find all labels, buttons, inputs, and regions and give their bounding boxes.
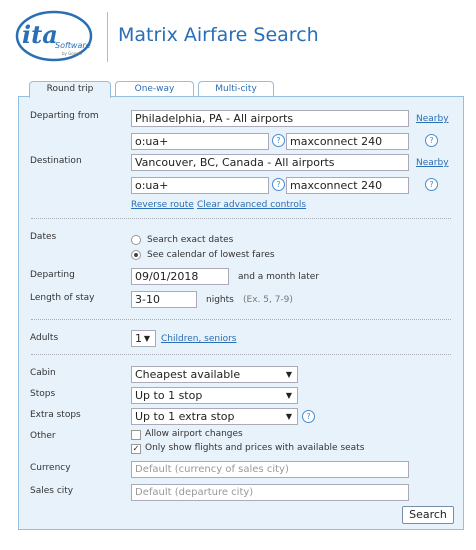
extra-stops-label: Extra stops (30, 410, 81, 420)
extra-stops-select[interactable] (131, 408, 298, 425)
origin-input[interactable]: Philadelphia, PA - All airports (131, 110, 409, 127)
cabin-label: Cabin (30, 368, 56, 378)
other-label: Other (30, 431, 56, 441)
cabin-value: Cheapest available (135, 368, 241, 381)
departing-from-label: Departing from (30, 111, 99, 121)
header-divider (107, 12, 108, 62)
logo-text: ita (22, 20, 58, 49)
stay-hint: (Ex. 5, 7-9) (243, 295, 293, 305)
origin-routing-input[interactable]: o:ua+ (131, 133, 269, 150)
tab-one-way[interactable]: One-way (115, 81, 194, 97)
sales-city-label: Sales city (30, 486, 74, 496)
help-icon[interactable]: ? (272, 134, 285, 147)
chevron-down-icon: ▼ (143, 334, 150, 343)
help-icon[interactable]: ? (425, 178, 438, 191)
destination-extension-input[interactable]: maxconnect 240 (286, 177, 409, 194)
adults-value: 1 (135, 332, 142, 345)
calendar-radio[interactable] (131, 250, 141, 260)
adults-select[interactable] (131, 330, 156, 347)
search-form-panel (18, 96, 464, 530)
page-title: Matrix Airfare Search (118, 24, 319, 46)
cabin-select[interactable] (131, 366, 298, 383)
section-divider (31, 319, 451, 320)
chevron-down-icon: ▼ (285, 391, 292, 400)
stops-value: Up to 1 stop (135, 389, 203, 402)
ita-software-logo (14, 10, 94, 62)
departing-suffix: and a month later (238, 272, 320, 282)
help-icon[interactable]: ? (425, 134, 438, 147)
tab-round-trip[interactable]: Round trip (29, 81, 111, 98)
only-available-checkbox[interactable]: ✓ (132, 444, 140, 453)
reverse-route-link[interactable]: Reverse route (131, 200, 194, 210)
logo-sub: Software (55, 41, 91, 50)
nights-label: nights (206, 295, 234, 305)
currency-input[interactable]: Default (currency of sales city) (131, 461, 409, 478)
exact-dates-radio[interactable] (131, 235, 141, 245)
stops-label: Stops (30, 389, 56, 399)
origin-nearby-link[interactable]: Nearby (416, 114, 449, 124)
extra-stops-value: Up to 1 extra stop (135, 410, 235, 423)
length-of-stay-input[interactable]: 3-10 (131, 291, 197, 308)
destination-input[interactable]: Vancouver, BC, Canada - All airports (131, 154, 409, 171)
exact-dates-label: Search exact dates (147, 235, 234, 245)
help-icon[interactable]: ? (272, 178, 285, 191)
stops-select[interactable] (131, 387, 298, 404)
children-seniors-link[interactable]: Children, seniors (161, 334, 237, 344)
section-divider (31, 354, 451, 355)
destination-routing-input[interactable]: o:ua+ (131, 177, 269, 194)
allow-airport-changes-checkbox[interactable] (131, 430, 141, 440)
adults-label: Adults (30, 333, 59, 343)
allow-airport-changes-label: Allow airport changes (145, 429, 243, 439)
clear-advanced-link[interactable]: Clear advanced controls (197, 200, 307, 210)
destination-nearby-link[interactable]: Nearby (416, 158, 449, 168)
departing-date-input[interactable]: 09/01/2018 (131, 268, 229, 285)
only-available-label: Only show flights and prices with available seats (145, 443, 365, 453)
calendar-label: See calendar of lowest fares (147, 250, 275, 260)
search-button[interactable]: Search (402, 506, 454, 524)
help-icon[interactable]: ? (302, 410, 315, 423)
sales-city-input[interactable]: Default (departure city) (131, 484, 409, 501)
currency-label: Currency (30, 463, 71, 473)
departing-label: Departing (30, 270, 75, 280)
chevron-down-icon: ▼ (285, 370, 292, 379)
chevron-down-icon: ▼ (285, 412, 292, 421)
dates-label: Dates (30, 232, 57, 242)
destination-label: Destination (30, 156, 82, 166)
origin-extension-input[interactable]: maxconnect 240 (286, 133, 409, 150)
section-divider (31, 218, 451, 219)
logo-by: by Google (62, 51, 83, 56)
tab-multi-city[interactable]: Multi-city (198, 81, 274, 97)
length-of-stay-label: Length of stay (30, 293, 95, 303)
